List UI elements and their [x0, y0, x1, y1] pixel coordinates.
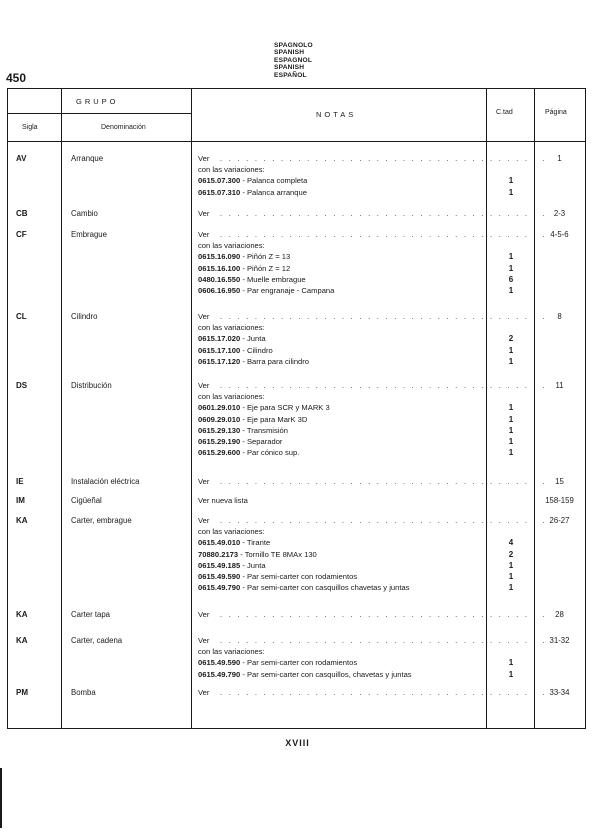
quantity-value [504, 229, 518, 240]
row-sigla: PM [16, 688, 28, 697]
note-text: con las variaciones: [198, 323, 265, 333]
note-text: - Transmisión [240, 425, 288, 435]
quantity-value: 1 [508, 285, 514, 295]
note-text: - Par cónico sup. [240, 448, 300, 458]
note-line [198, 208, 551, 219]
quantity-value: 2 [508, 549, 514, 559]
page-number: 450 [6, 71, 27, 85]
note-line [198, 164, 476, 175]
note-line [198, 687, 551, 698]
part-code: 0615.16.100 [198, 263, 241, 273]
part-code: 0615.17.020 [198, 334, 241, 344]
note-line [198, 646, 476, 657]
leader-dots: ...................................... [220, 477, 551, 486]
leader-dots: ...................................... [220, 516, 551, 525]
row-quantities [504, 495, 518, 506]
part-code: 0615.49.185 [198, 560, 241, 570]
note-text: - Muelle embrague [240, 274, 306, 284]
note-text: - Palanca completa [240, 176, 308, 186]
row-denominacion: Arranque [71, 154, 104, 163]
row-quantities [504, 515, 518, 593]
row-denominacion: Bomba [71, 688, 96, 697]
note-line [198, 356, 476, 367]
note-line [198, 380, 551, 391]
row-denominacion: Distribución [71, 381, 112, 390]
quantity-value: 1 [508, 571, 514, 581]
note-text: - Barra para cilindro [240, 356, 310, 366]
leader-dots: ...................................... [220, 636, 551, 645]
quantity-value: 1 [508, 658, 514, 668]
row-notes [198, 609, 551, 620]
leader-dots: ...................................... [220, 312, 551, 321]
part-code: 0615.49.590 [198, 571, 241, 581]
note-line [198, 322, 476, 333]
part-code: 0615.17.120 [198, 356, 241, 366]
note-line [198, 391, 476, 402]
note-line [198, 560, 476, 571]
part-code: 0601.29.010 [198, 403, 241, 413]
note-line [198, 187, 476, 198]
note-text: - Separador [240, 436, 283, 446]
note-text: Ver [198, 381, 210, 390]
note-text: Ver [198, 477, 210, 486]
row-quantities [504, 311, 518, 367]
row-quantities [504, 635, 518, 680]
row-quantities [504, 380, 518, 458]
quantity-value: 1 [508, 436, 514, 446]
quantity-value: 1 [508, 263, 514, 273]
note-line [198, 175, 476, 186]
part-code: 0615.49.590 [198, 658, 241, 668]
note-text: Ver [198, 154, 210, 163]
part-code: 0615.29.600 [198, 448, 241, 458]
note-line [198, 495, 476, 506]
row-sigla: AV [16, 154, 27, 163]
note-line [198, 229, 551, 240]
row-sigla: KA [16, 636, 28, 645]
quantity-value: 1 [508, 669, 514, 679]
note-text: - Junta [240, 334, 266, 344]
note-text: Ver nueva lista [198, 496, 248, 505]
note-text: Ver [198, 516, 210, 525]
part-code: 0615.17.100 [198, 345, 241, 355]
row-denominacion: Cigüeñal [71, 496, 102, 505]
row-pagina: 28 [555, 610, 564, 619]
language-label: SPAGNOLO [274, 42, 313, 49]
row-pagina: 33-34 [549, 688, 570, 697]
column-divider [61, 89, 62, 728]
note-line [198, 669, 476, 680]
header-grupo: GRUPO [76, 97, 119, 106]
note-text: - Piñón Z = 12 [240, 263, 291, 273]
note-text: - Cilindro [240, 345, 273, 355]
part-code: 0615.49.010 [198, 538, 241, 548]
part-code: 0615.49.790 [198, 583, 241, 593]
row-pagina: 15 [555, 477, 564, 486]
part-code: 0606.16.950 [198, 285, 241, 295]
row-pagina: 1 [557, 154, 562, 163]
row-notes [198, 635, 551, 680]
quantity-value [504, 208, 518, 219]
note-text: Ver [198, 312, 210, 321]
row-quantities [504, 208, 518, 219]
part-code: 0615.16.090 [198, 252, 241, 262]
footer-page-label: XVIII [285, 738, 310, 748]
note-line [198, 549, 476, 560]
part-code: 0609.29.010 [198, 414, 241, 424]
note-line [198, 285, 476, 296]
row-notes [198, 208, 551, 219]
row-notes [198, 229, 551, 296]
language-list [274, 42, 313, 79]
note-line [198, 274, 476, 285]
language-label: SPANISH [274, 64, 305, 72]
note-text: - Par semi-carter con rodamientos [240, 658, 358, 668]
row-sigla: DS [16, 381, 28, 390]
note-text: - Par engranaje - Campana [240, 285, 335, 295]
note-line [198, 333, 476, 344]
row-sigla: CB [16, 209, 28, 218]
note-text: Ver [198, 636, 210, 645]
note-line [198, 537, 476, 548]
note-line [198, 447, 476, 458]
quantity-value [504, 391, 518, 402]
note-text: Ver [198, 610, 210, 619]
row-pagina: 8 [557, 312, 562, 321]
header-ctad: C.tad [496, 109, 513, 116]
note-text: - Eje para MarK 3D [240, 414, 308, 424]
quantity-value [504, 164, 518, 175]
part-code: 70880.2173 [198, 549, 239, 559]
note-line [198, 251, 476, 262]
quantity-value [504, 515, 518, 526]
quantity-value: 6 [508, 274, 514, 284]
row-denominacion: Carter, cadena [71, 636, 123, 645]
leader-dots: ...................................... [220, 688, 551, 697]
note-text: con las variaciones: [198, 392, 265, 402]
note-text: con las variaciones: [198, 647, 265, 657]
quantity-value [504, 322, 518, 333]
note-text: - Par semi-carter con casquillos, chavetas y juntas [240, 669, 412, 679]
row-notes [198, 687, 551, 698]
header-sigla: Sigla [22, 124, 38, 131]
part-code: 0480.16.550 [198, 274, 241, 284]
row-pagina: 26-27 [549, 516, 570, 525]
quantity-value [504, 635, 518, 646]
note-text: Ver [198, 688, 210, 697]
note-line [198, 526, 476, 537]
row-denominacion: Embrague [71, 230, 107, 239]
header-notas: NOTAS [316, 110, 357, 119]
header-divider [8, 141, 585, 142]
quantity-value [504, 526, 518, 537]
row-pagina: 2-3 [553, 209, 566, 218]
note-text: con las variaciones: [198, 241, 265, 251]
header-pagina: Página [545, 109, 567, 116]
note-text: Ver [198, 230, 210, 239]
quantity-value: 2 [508, 334, 514, 344]
row-sigla: IE [16, 477, 24, 486]
note-line [198, 153, 551, 164]
row-sigla: IM [16, 496, 25, 505]
quantity-value: 1 [508, 448, 514, 458]
row-quantities [504, 476, 518, 487]
note-line [198, 263, 476, 274]
row-pagina: 158-159 [545, 496, 574, 505]
row-denominacion: Carter tapa [71, 610, 111, 619]
quantity-value [504, 153, 518, 164]
parts-table [7, 88, 586, 729]
row-notes [198, 476, 551, 487]
header-denominacion: Denominación [101, 124, 146, 131]
note-text: con las variaciones: [198, 527, 265, 537]
part-code: 0615.29.190 [198, 436, 241, 446]
note-line [198, 476, 551, 487]
part-code: 0615.07.300 [198, 176, 241, 186]
part-code: 0615.07.310 [198, 187, 241, 197]
note-text: - Piñón Z = 13 [240, 252, 291, 262]
note-line [198, 609, 551, 620]
note-text: - Tornillo TE 8MAx 130 [238, 549, 317, 559]
note-text: - Par semi-carter con casquillos chavetas y juntas [240, 583, 410, 593]
part-code: 0615.29.130 [198, 425, 241, 435]
leader-dots: ...................................... [220, 209, 551, 218]
quantity-value: 1 [508, 252, 514, 262]
row-sigla: CF [16, 230, 27, 239]
row-denominacion: Cambio [71, 209, 98, 218]
note-line [198, 425, 476, 436]
row-pagina: 31-32 [549, 636, 570, 645]
row-quantities [504, 687, 518, 698]
note-line [198, 515, 551, 526]
leader-dots: ...................................... [220, 381, 551, 390]
note-text: - Junta [240, 560, 266, 570]
note-text: con las variaciones: [198, 165, 265, 175]
note-line [198, 436, 476, 447]
row-sigla: KA [16, 610, 28, 619]
language-label: ESPAÑOL [274, 71, 307, 79]
language-label: ESPAGNOL [274, 56, 313, 64]
row-quantities [504, 609, 518, 620]
quantity-value [504, 495, 518, 506]
header-divider [8, 113, 191, 114]
note-line [198, 402, 476, 413]
quantity-value: 1 [508, 176, 514, 186]
note-line [198, 345, 476, 356]
note-line [198, 414, 476, 425]
part-code: 0615.49.790 [198, 669, 241, 679]
row-notes [198, 380, 551, 458]
row-sigla: KA [16, 516, 28, 525]
row-denominacion: Instalación eléctrica [71, 477, 140, 486]
quantity-value [504, 240, 518, 251]
column-divider [191, 89, 192, 728]
row-notes [198, 495, 476, 506]
row-pagina: 11 [555, 381, 564, 390]
quantity-value [504, 311, 518, 322]
note-line [198, 635, 551, 646]
quantity-value [504, 476, 518, 487]
page-edge-mark [0, 768, 2, 828]
row-quantities [504, 153, 518, 198]
note-line [198, 571, 476, 582]
note-text: - Tirante [240, 538, 271, 548]
note-text: Ver [198, 209, 210, 218]
note-line [198, 311, 551, 322]
leader-dots: ...................................... [220, 154, 551, 163]
note-text: - Eje para SCR y MARK 3 [240, 403, 330, 413]
row-notes [198, 311, 551, 367]
row-pagina: 4-5-6 [550, 230, 569, 239]
quantity-value: 1 [508, 425, 514, 435]
leader-dots: ...................................... [220, 610, 551, 619]
quantity-value: 1 [508, 345, 514, 355]
row-sigla: CL [16, 312, 27, 321]
note-line [198, 582, 476, 593]
quantity-value [504, 380, 518, 391]
row-denominacion: Cilindro [71, 312, 98, 321]
column-divider [486, 89, 487, 728]
row-notes [198, 515, 551, 593]
leader-dots: ...................................... [220, 230, 551, 239]
row-quantities [504, 229, 518, 296]
quantity-value: 1 [508, 356, 514, 366]
note-line [198, 657, 476, 668]
note-text: - Par semi-carter con rodamientos [240, 571, 358, 581]
note-text: - Palanca arranque [240, 187, 307, 197]
column-divider [534, 89, 535, 728]
quantity-value: 1 [508, 414, 514, 424]
quantity-value [504, 646, 518, 657]
quantity-value [504, 687, 518, 698]
quantity-value: 4 [508, 538, 514, 548]
note-line [198, 240, 476, 251]
quantity-value: 1 [508, 560, 514, 570]
quantity-value [504, 609, 518, 620]
quantity-value: 1 [508, 187, 514, 197]
row-notes [198, 153, 551, 198]
quantity-value: 1 [508, 403, 514, 413]
row-denominacion: Carter, embrague [71, 516, 132, 525]
language-label: SPANISH [274, 49, 305, 57]
quantity-value: 1 [508, 583, 514, 593]
